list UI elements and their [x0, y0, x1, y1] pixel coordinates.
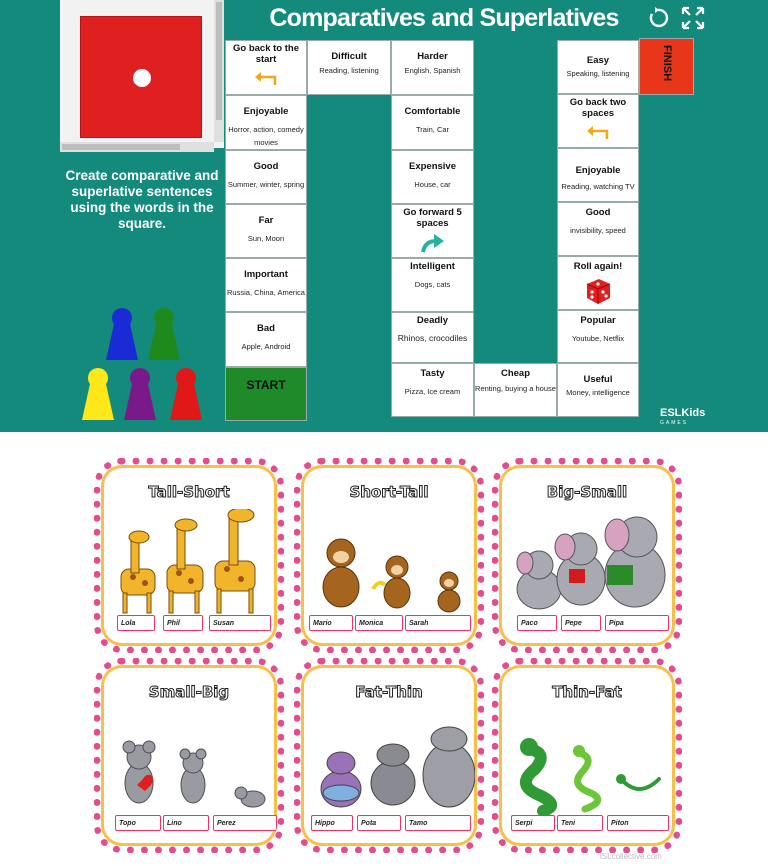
snake-icon	[509, 709, 673, 817]
instructions-text: Create comparative and superlative sentences using the words in the square.	[65, 168, 219, 231]
forward-arrow-icon	[420, 233, 446, 253]
watermark: iSLcollective.com	[600, 852, 662, 861]
board-cell-14[interactable]	[391, 363, 474, 417]
cell-title: Expensive	[409, 161, 456, 172]
cell-title: Intelligent	[410, 261, 455, 272]
cell-words: Train, Car	[415, 125, 450, 134]
card-short-tall	[294, 458, 484, 653]
name-field: Lino	[163, 815, 209, 831]
cell-title: Enjoyable	[575, 165, 621, 176]
name-field: Tamo	[405, 815, 471, 831]
board-cell-15[interactable]	[474, 363, 557, 417]
blue-pawn[interactable]	[104, 306, 140, 362]
card-title: Big-Small	[546, 483, 628, 501]
cell-title: Comfortable	[404, 106, 461, 117]
cell-words: Dogs, cats	[414, 280, 451, 289]
board-cell-2[interactable]	[225, 258, 307, 312]
name-field: Lola	[117, 615, 155, 631]
board-cell-13[interactable]	[391, 312, 474, 363]
card-title: Small-Big	[148, 683, 230, 701]
board-cell-19[interactable]	[557, 202, 639, 256]
green-pawn[interactable]	[146, 306, 182, 362]
board-cell-11[interactable]	[391, 204, 474, 258]
purple-pawn[interactable]	[122, 366, 158, 422]
name-field: Piton	[607, 815, 669, 831]
name-field: Pepe	[561, 615, 601, 631]
card-title: Short-Tall	[349, 483, 429, 501]
card-fat-thin	[294, 658, 484, 853]
cell-words: Speaking, listening	[566, 69, 630, 78]
name-field: Monica	[355, 615, 403, 631]
cell-title: Far	[258, 215, 274, 226]
cell-words: Reading, watching TV	[561, 182, 635, 191]
game-area	[0, 0, 768, 432]
cell-title: Enjoyable	[243, 106, 289, 117]
name-field: Perez	[213, 815, 277, 831]
board-cell-1[interactable]	[225, 312, 307, 367]
brand-sub: GAMES	[660, 420, 689, 426]
name-field: Sarah	[405, 615, 471, 631]
cell-title: Useful	[583, 374, 613, 385]
cell-title: START	[246, 378, 286, 392]
name-field: Mario	[309, 615, 353, 631]
brand-name: ESLKids	[660, 407, 706, 419]
dice-horizontal-scrollbar[interactable]	[60, 142, 214, 152]
back-arrow-icon	[585, 123, 611, 141]
cell-title: Tasty	[420, 368, 445, 379]
card-title: Thin-Fat	[552, 683, 622, 701]
cell-words: Apple, Android	[241, 342, 291, 351]
dice-pip	[133, 69, 151, 87]
cell-title: Go back two spaces	[569, 97, 627, 119]
fullscreen-icon[interactable]	[681, 6, 705, 30]
name-field: Serpi	[511, 815, 555, 831]
monkey-icon	[311, 509, 475, 617]
cell-title: Deadly	[416, 315, 449, 326]
board-cell-6[interactable]	[225, 40, 307, 95]
red-pawn[interactable]	[168, 366, 204, 422]
yellow-pawn[interactable]	[80, 366, 116, 422]
board-cell-20[interactable]	[557, 148, 639, 202]
dice-panel	[60, 0, 224, 148]
cell-words: Sun, Moon	[247, 234, 285, 243]
game-title: Comparatives and Superlatives	[269, 4, 619, 32]
cell-title: Easy	[586, 55, 610, 66]
cell-title: Bad	[257, 323, 275, 334]
hippo-icon	[311, 709, 475, 817]
cell-title: Popular	[580, 315, 616, 326]
name-field: Susan	[209, 615, 271, 631]
cell-words: Rhinos, crocodiles	[397, 333, 468, 343]
board-cell-12[interactable]	[391, 258, 474, 312]
dice-vertical-scrollbar[interactable]	[214, 0, 224, 142]
cell-words: Summer, winter, spring	[227, 180, 305, 189]
board-cell-16[interactable]	[557, 363, 639, 417]
cell-words: Pizza, Ice cream	[404, 387, 461, 396]
name-field: Phil	[163, 615, 203, 631]
cell-title: Harder	[417, 51, 448, 62]
card-thin-fat	[492, 658, 682, 853]
board-cell-21[interactable]	[557, 94, 639, 148]
card-small-big	[94, 658, 284, 853]
board-cell-7[interactable]	[307, 40, 391, 95]
card-title: Fat-Thin	[355, 683, 423, 701]
cell-title: Important	[244, 269, 288, 280]
name-field: Pipa	[605, 615, 669, 631]
board-cell-9[interactable]	[391, 95, 474, 150]
card-big-small	[492, 458, 682, 653]
board-cell-3[interactable]	[225, 204, 307, 258]
cell-title: Go forward 5 spaces	[403, 207, 462, 229]
card-title: Tall-Short	[148, 483, 230, 501]
name-field: Paco	[517, 615, 557, 631]
worksheet	[90, 452, 690, 862]
name-field: Hippo	[311, 815, 353, 831]
name-field: Topo	[115, 815, 161, 831]
board-cell-5[interactable]	[225, 95, 307, 150]
cell-title: Go back to the start	[233, 43, 299, 65]
cell-words: House, car	[414, 180, 451, 189]
elephant-icon	[509, 509, 673, 617]
board-cell-start[interactable]	[225, 367, 307, 421]
cell-words: Money, intelligence	[566, 388, 630, 397]
board-cell-8[interactable]	[391, 40, 474, 95]
board-cell-4[interactable]	[225, 150, 307, 204]
cell-words: English, Spanish	[404, 66, 461, 75]
cell-words: Russia, China, America	[227, 288, 305, 297]
cell-title: Roll again!	[573, 261, 623, 272]
name-field: Pota	[357, 815, 401, 831]
back-arrow-icon	[253, 69, 279, 87]
board-cell-17[interactable]	[557, 310, 639, 363]
giraffe-icon	[111, 509, 275, 617]
card-tall-short	[94, 458, 284, 653]
cell-title: Difficult	[331, 51, 367, 62]
cell-title: Good	[585, 207, 611, 218]
board-cell-22[interactable]	[557, 40, 639, 94]
cell-title: Cheap	[500, 368, 531, 379]
mouse-icon	[111, 709, 275, 817]
cell-words: Reading, listening	[319, 66, 379, 75]
cell-words: Renting, buying a house	[475, 384, 556, 393]
dice-icon	[583, 276, 613, 306]
name-field: Teni	[557, 815, 603, 831]
board-cell-10[interactable]	[391, 150, 474, 204]
cell-words: Youtube, Netflix	[571, 334, 625, 343]
board-cell-finish[interactable]	[639, 38, 694, 95]
restart-icon[interactable]	[646, 6, 670, 30]
cell-words: invisibility, speed	[570, 226, 626, 235]
board-cell-18[interactable]	[557, 256, 639, 310]
cell-title: FINISH	[661, 45, 673, 82]
dice[interactable]	[80, 16, 202, 138]
brand-logo	[660, 408, 705, 428]
cell-words: Horror, action, comedy movies	[228, 125, 304, 147]
cell-title: Good	[253, 161, 279, 172]
